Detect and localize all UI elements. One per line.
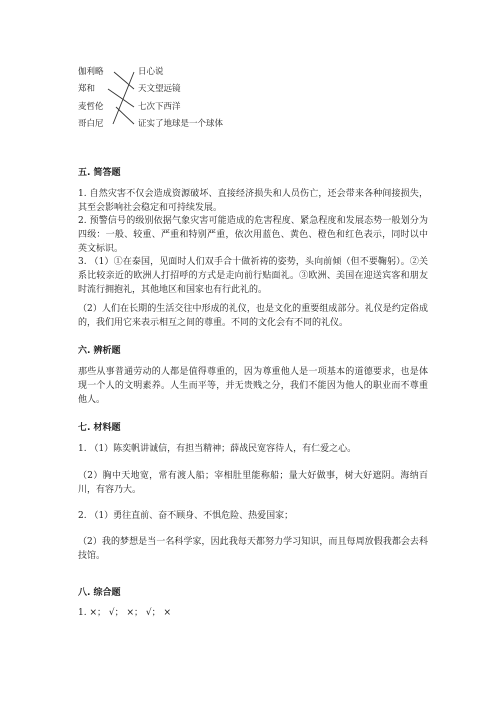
s8-answer: 1. ×； √； ×； √； × <box>78 608 171 618</box>
s5-answer-2: 2. 预警信号的级别依据气象灾害可能造成的危害程度、紧急程度和发展态势一般划分为四级：一般、较重、严重和特别严重，依次用蓝色、黄色、橙色和红色表示，同时以中英文标识。 <box>78 216 428 254</box>
right-item-3: 七次下西洋 <box>138 102 181 112</box>
section-6-title: 六. 辨析题 <box>78 346 121 356</box>
right-item-2: 天文望远镜 <box>138 84 181 94</box>
left-item-4: 哥白尼 <box>78 119 104 129</box>
s7-answer-1-2: （2）胸中天地宽，常有渡人船；宰相肚里能称船；量大好做事，树大好遮阴。海纳百川，有容乃大。 <box>78 471 428 495</box>
s5-answer-1: 1. 自然灾害不仅会造成资源破坏、直接经济损失和人员伤亡，还会带来各种间接损失，其至会影响社会稳定和可持续发展。 <box>78 189 428 213</box>
s7-answer-1-1: 1. （1）陈奕帆讲诚信，有担当精神；薛战民宽容待人，有仁爱之心。 <box>78 444 357 454</box>
s6-answer: 那些从事普通劳动的人都是值得尊重的，因为尊重他人是一项基本的道德要求，也是体现一个人的文明素养。人生而平等，并无贵贱之分，我们不能因为他人的职业而不尊重他人。 <box>78 367 428 405</box>
s5-answer-3-part-2: （2）人们在长期的生活交往中形成的礼仪，也是文化的重要组成部分。礼仪是约定俗成的，我们用它来表示相互之间的尊重。不同的文化会有不同的礼仪。 <box>78 304 428 328</box>
right-item-4: 证实了地球是一个球体 <box>138 119 224 129</box>
left-item-2: 郑和 <box>78 84 96 94</box>
matching-diagram <box>78 60 248 140</box>
s7-answer-2-1: 2. （1）勇往直前、奋不顾身、不惧危险、热爱国家； <box>78 511 294 521</box>
right-item-1: 日心说 <box>138 67 164 77</box>
section-7-title: 七. 材料题 <box>78 423 121 433</box>
section-5-title: 五. 简答题 <box>78 168 121 178</box>
left-item-1: 伽利略 <box>78 67 104 77</box>
left-item-3: 麦哲伦 <box>78 102 104 112</box>
s5-answer-3: 3. （1）①在泰国，见面时人们双手合十做祈祷的姿势，头向前倾（但不要鞠躬）。②关系比较亲近的欧洲人打招呼的方式是走向前行贴面礼。③欧洲、美国在迎送宾客和朋友时流行拥抱礼，其他地区和国家也有行此礼的。 <box>78 257 428 295</box>
section-8-title: 八. 综合题 <box>78 588 121 598</box>
s7-answer-2-2: （2）我的梦想是当一名科学家，因此我每天都努力学习知识，而且每周放假我都会去科技馆。 <box>78 537 428 561</box>
